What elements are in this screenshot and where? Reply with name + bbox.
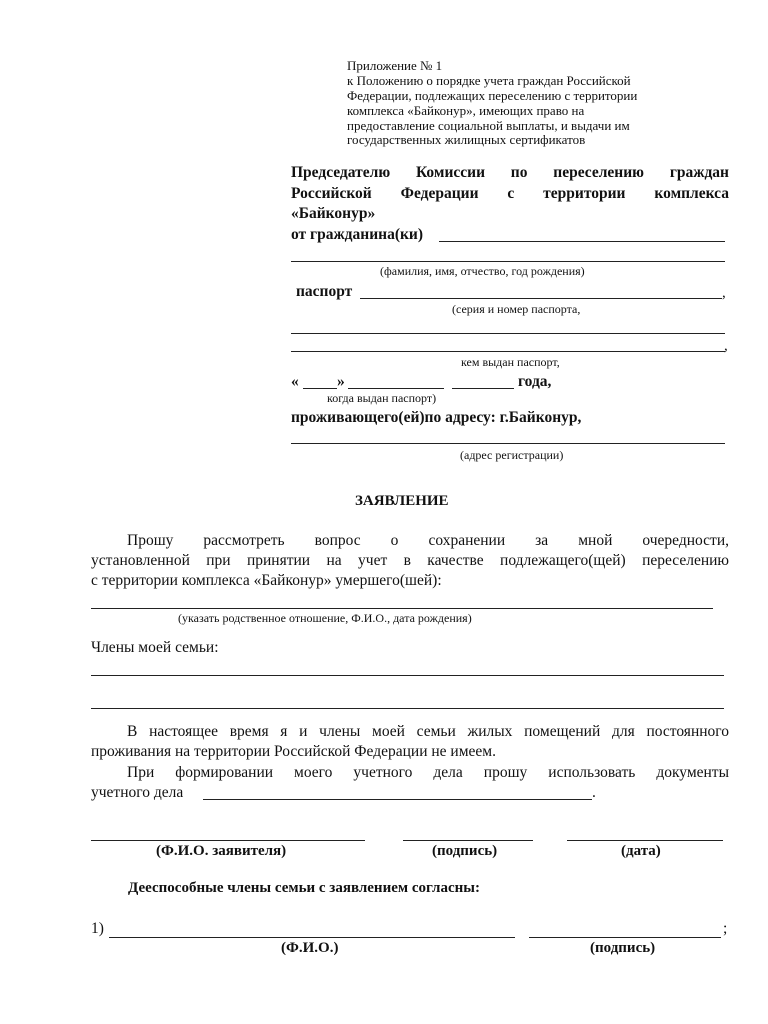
p1-line-1: Прошу рассмотреть вопрос о сохранении за мной очередности, — [127, 532, 729, 549]
fio-field[interactable] — [291, 261, 725, 262]
residence-label: проживающего(ей)по адресу: г.Байконур, — [291, 409, 582, 426]
addressee-line-1: Председателю Комиссии по переселению граждан — [291, 164, 729, 181]
addressee-line-2: Российской Федерации с территории комплекса — [291, 185, 729, 202]
applicant-date-label: (дата) — [621, 843, 661, 859]
comma: , — [722, 285, 726, 301]
family-field-2[interactable] — [91, 708, 724, 709]
address-field[interactable] — [291, 443, 725, 444]
consent-sign-label: (подпись) — [590, 940, 656, 956]
year-field[interactable] — [452, 388, 514, 389]
appendix-line: комплекса «Байконур», имеющих право на — [347, 103, 585, 118]
consent-title: Дееспособные члены семьи с заявлением согласны: — [128, 880, 480, 896]
date-close-quote: » — [337, 373, 345, 390]
consent-fio-label: (Ф.И.О.) — [281, 940, 339, 956]
relation-field[interactable] — [91, 608, 713, 609]
account-file-field[interactable] — [203, 799, 592, 800]
date-open-quote: « — [291, 373, 299, 390]
passport-label: паспорт — [296, 283, 353, 300]
p2-line-1: В настоящее время я и члены моей семьи жилых помещений для постоянного — [127, 723, 729, 740]
from-label: от гражданина(ки) — [291, 226, 423, 243]
p3-line-1: При формировании моего учетного дела прошу использовать документы — [127, 764, 729, 781]
month-field[interactable] — [348, 388, 444, 389]
fio-caption: (фамилия, имя, отчество, год рождения) — [380, 264, 585, 278]
p1-line-2: установленной при принятии на учет в качестве подлежащего(щей) переселению — [91, 552, 729, 569]
issued-when-caption: когда выдан паспорт) — [327, 391, 437, 405]
appendix-line: Федерации, подлежащих переселению с территории — [347, 88, 638, 103]
day-field[interactable] — [303, 388, 337, 389]
year-label: года, — [518, 373, 552, 390]
applicant-date-field[interactable] — [567, 840, 723, 841]
appendix-line: государственных жилищных сертификатов — [347, 132, 586, 147]
family-label: Члены моей семьи: — [91, 639, 219, 656]
consent-fio-field[interactable] — [109, 937, 515, 938]
appendix-line: предоставление социальной выплаты, и выдачи им — [347, 118, 630, 133]
passport-field-2[interactable] — [291, 333, 725, 334]
p2-line-2: проживания на территории Российской Федерации не имеем. — [91, 743, 496, 760]
p1-line-3: с территории комплекса «Байконур» умершего(шей): — [91, 572, 442, 589]
consent-sign-field[interactable] — [529, 937, 721, 938]
passport-caption: (серия и номер паспорта, — [452, 302, 581, 316]
passport-field[interactable] — [360, 298, 722, 299]
applicant-fio-label: (Ф.И.О. заявителя) — [156, 843, 287, 859]
comma: , — [724, 338, 728, 354]
family-field-1[interactable] — [91, 675, 724, 676]
appendix-line: Приложение № 1 — [347, 58, 443, 73]
issued-by-field[interactable] — [291, 351, 725, 352]
consent-row-end: ; — [723, 920, 728, 937]
document-title: ЗАЯВЛЕНИЕ — [355, 493, 449, 509]
appendix-line: к Положению о порядке учета граждан Российской — [347, 73, 631, 88]
p3-line-2: учетного дела — [91, 784, 184, 801]
addressee-line-3: «Байконур» — [291, 205, 376, 222]
from-field[interactable] — [439, 241, 725, 242]
applicant-sign-label: (подпись) — [432, 843, 498, 859]
p3-end: . — [592, 784, 596, 801]
issued-by-caption: кем выдан паспорт, — [461, 355, 560, 369]
relation-caption: (указать родственное отношение, Ф.И.О., дата рождения) — [178, 611, 472, 625]
applicant-sign-field[interactable] — [403, 840, 533, 841]
applicant-fio-field[interactable] — [91, 840, 365, 841]
consent-row-number: 1) — [91, 920, 104, 937]
address-caption: (адрес регистрации) — [460, 448, 564, 462]
